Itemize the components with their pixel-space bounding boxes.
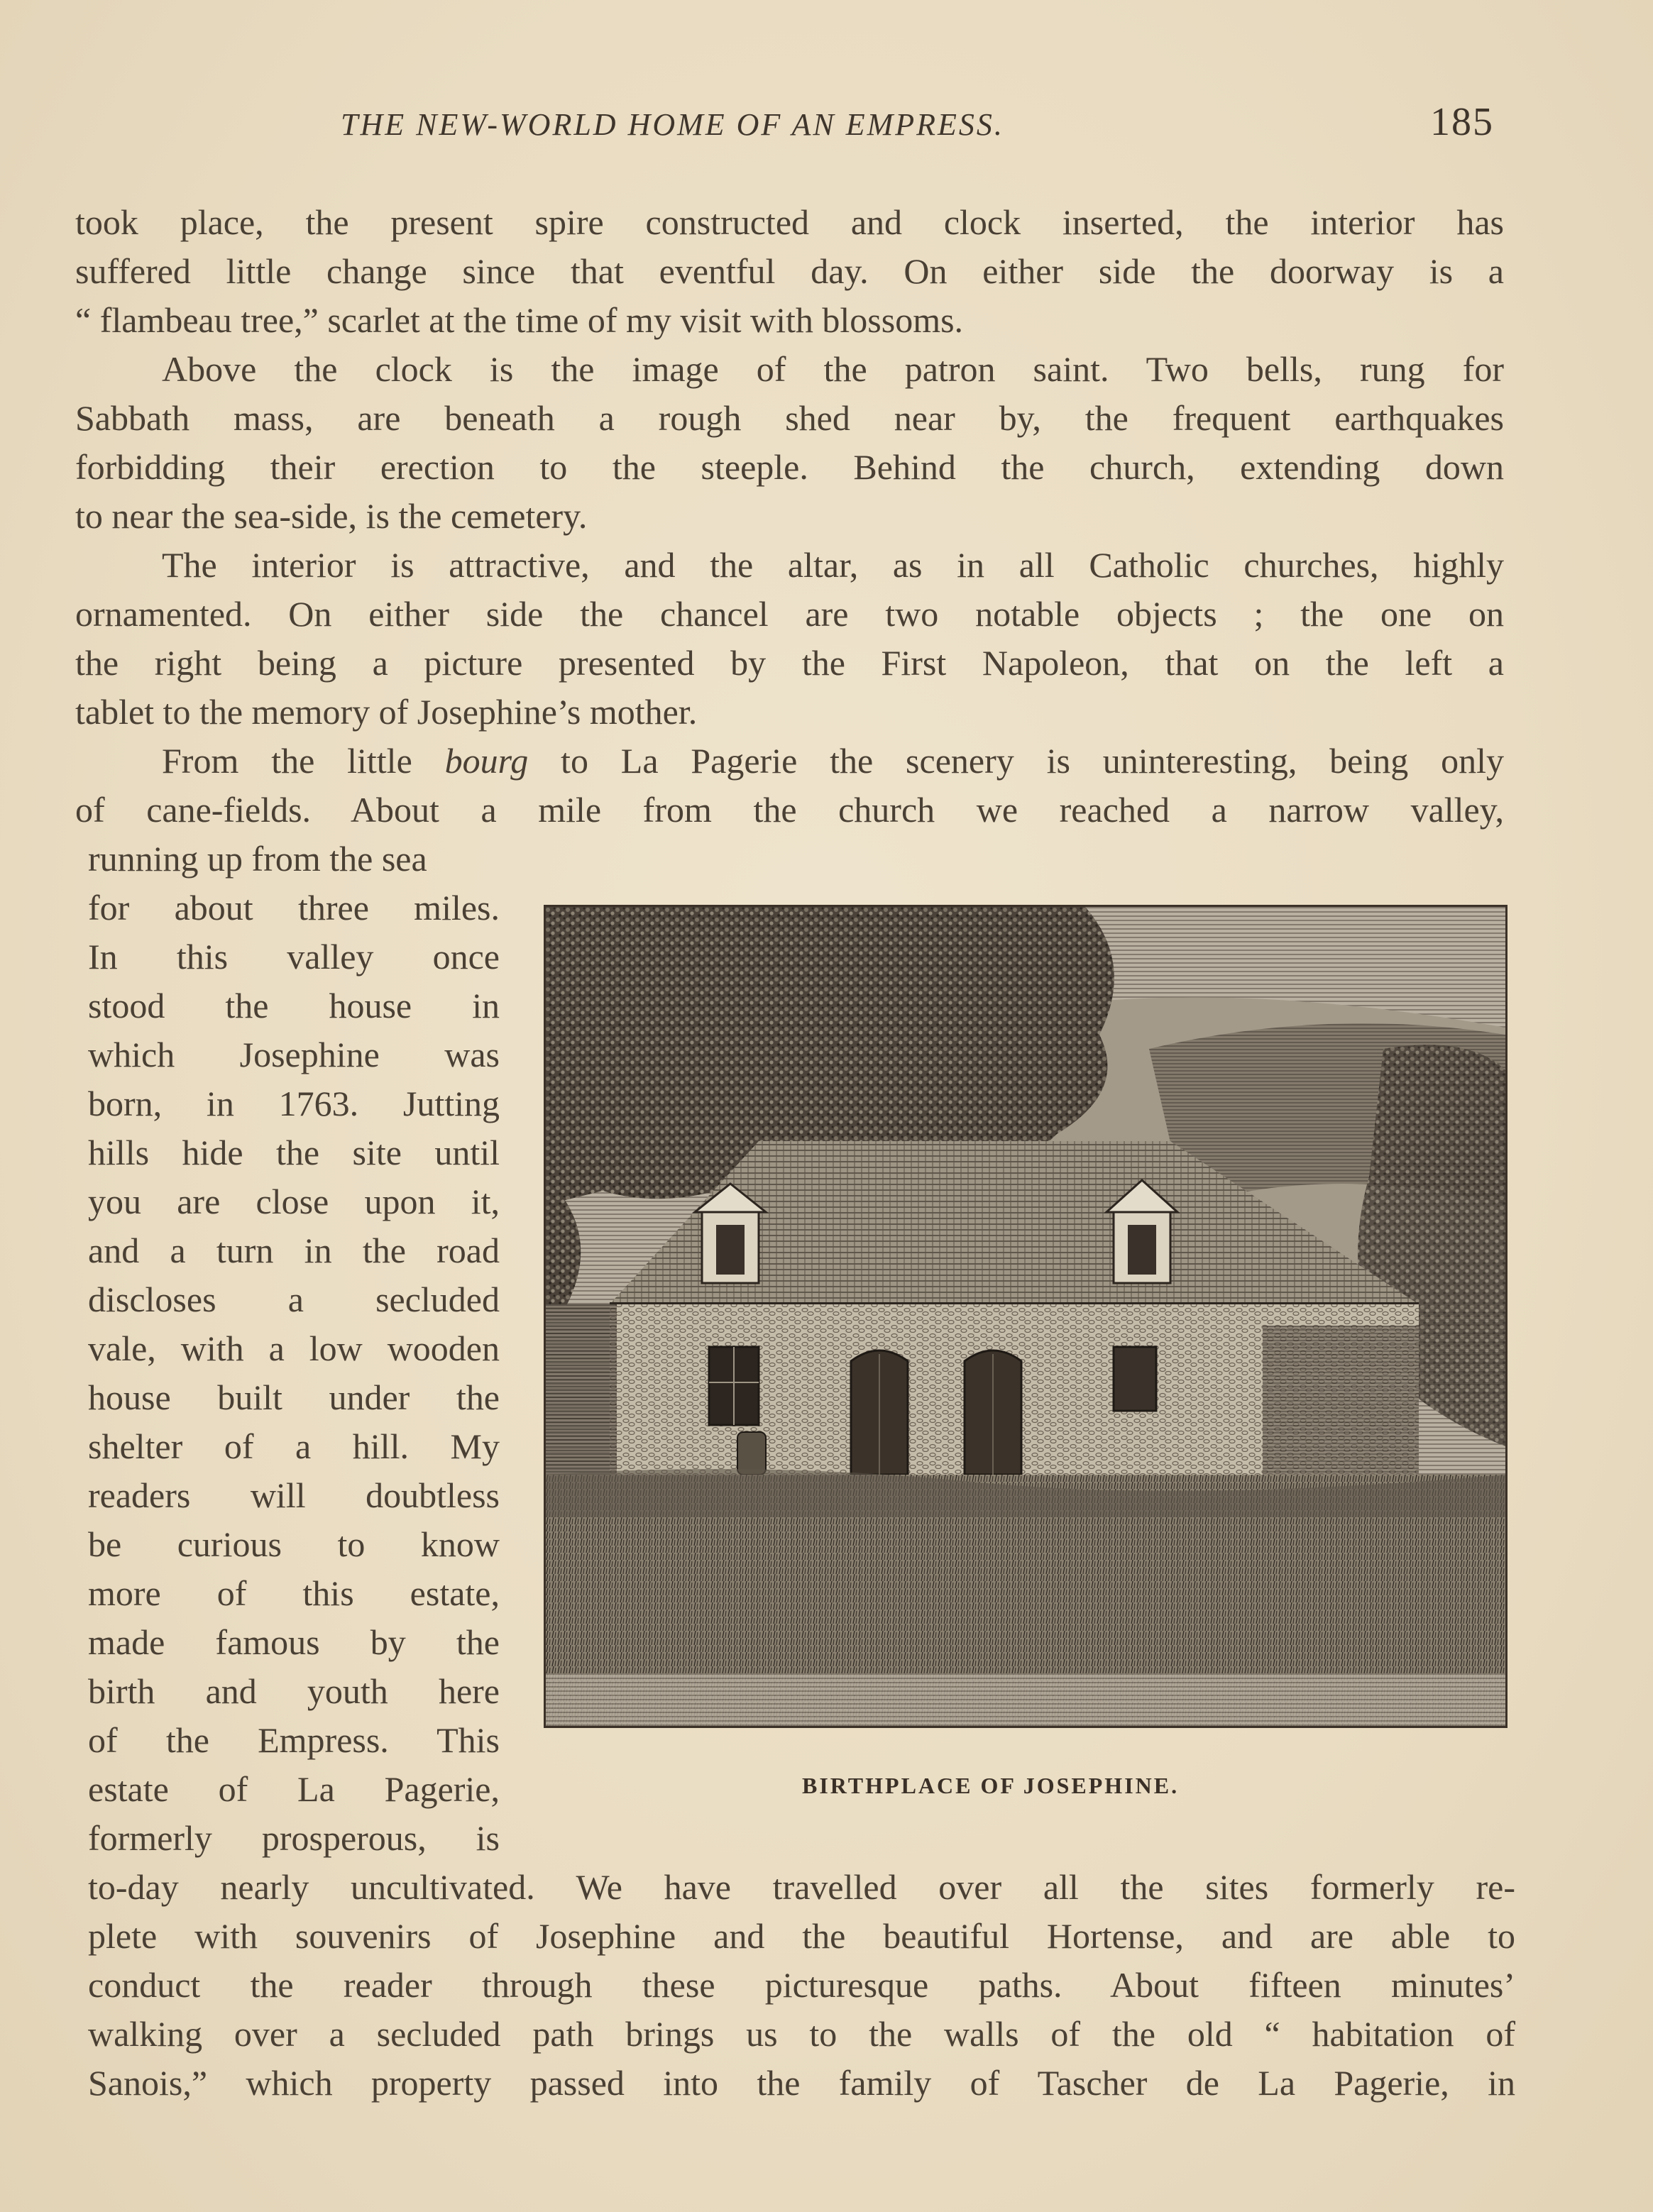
text-line: running up from the sea xyxy=(88,839,427,879)
text-line: and a turn in the road xyxy=(88,1231,500,1270)
text-line: house built under the xyxy=(88,1377,500,1417)
text-line: be curious to know xyxy=(88,1524,500,1564)
text-line: you are close upon it, xyxy=(88,1182,500,1221)
text-line: Sanois,” which property passed into the family of Tascher de La Pagerie, in xyxy=(88,2063,1515,2103)
text-line: made famous by the xyxy=(88,1622,500,1662)
text-line: Above the clock is the image of the patron saint. Two bells, rung for xyxy=(162,349,1504,389)
text-line: vale, with a low wooden xyxy=(88,1328,500,1368)
text-line: discloses a secluded xyxy=(88,1280,500,1319)
text-line: In this valley once xyxy=(88,937,500,976)
text-line: formerly prosperous, is xyxy=(88,1818,500,1858)
text-line: birth and youth here xyxy=(88,1671,500,1711)
text-segment: to La Pagerie the scenery is uninteresting, being only xyxy=(528,741,1504,781)
text-line: the right being a picture presented by the First Napoleon, that on the left a xyxy=(75,643,1504,683)
text-line: born, in 1763. Jutting xyxy=(88,1084,500,1123)
text-line: The interior is attractive, and the altar, as in all Catholic churches, highly xyxy=(162,545,1504,585)
text-line: for about three miles. xyxy=(88,888,500,928)
text-line: which Josephine was xyxy=(88,1035,500,1074)
text-line: suffered little change since that eventful day. On either side the doorway is a xyxy=(75,251,1504,291)
text-line: forbidding their erection to the steeple. Behind the church, extending down xyxy=(75,447,1504,487)
text-line xyxy=(162,741,1504,781)
text-line: Sabbath mass, are beneath a rough shed near by, the frequent earthquakes xyxy=(75,398,1504,438)
text-line: of cane-fields. About a mile from the church we reached a narrow valley, xyxy=(75,790,1504,830)
text-line: “ flambeau tree,” scarlet at the time of my visit with blossoms. xyxy=(75,300,964,340)
text-line: tablet to the memory of Josephine’s mother. xyxy=(75,692,698,732)
page-number: 185 xyxy=(1430,100,1494,144)
text-line: to near the sea-side, is the cemetery. xyxy=(75,496,588,536)
text-line: more of this estate, xyxy=(88,1573,500,1613)
text-line: ornamented. On either side the chancel are two notable objects ; the one on xyxy=(75,594,1504,634)
engraving-illustration xyxy=(544,905,1508,1728)
running-head: THE NEW-WORLD HOME OF AN EMPRESS. xyxy=(341,107,1004,142)
text-line: hills hide the site until xyxy=(88,1133,500,1172)
text-line: readers will doubtless xyxy=(88,1475,500,1515)
text-segment: From the little xyxy=(162,741,445,781)
text-line: conduct the reader through these picturesque paths. About fifteen minutes’ xyxy=(88,1965,1515,2005)
italic-word: bourg xyxy=(444,741,529,781)
text-line: of the Empress. This xyxy=(88,1720,500,1760)
text-line: estate of La Pagerie, xyxy=(88,1769,500,1809)
house-engraving-image xyxy=(546,907,1505,1726)
text-line: to-day nearly uncultivated. We have travelled over all the sites formerly re- xyxy=(88,1867,1515,1907)
text-line: took place, the present spire constructed and clock inserted, the interior has xyxy=(75,202,1504,242)
text-line: shelter of a hill. My xyxy=(88,1426,500,1466)
text-line: walking over a secluded path brings us to the walls of the old “ habitation of xyxy=(88,2014,1515,2054)
text-line: stood the house in xyxy=(88,986,500,1025)
figure-caption: BIRTHPLACE OF JOSEPHINE. xyxy=(802,1773,1180,1798)
text-line: plete with souvenirs of Josephine and the beautiful Hortense, and are able to xyxy=(88,1916,1515,1956)
